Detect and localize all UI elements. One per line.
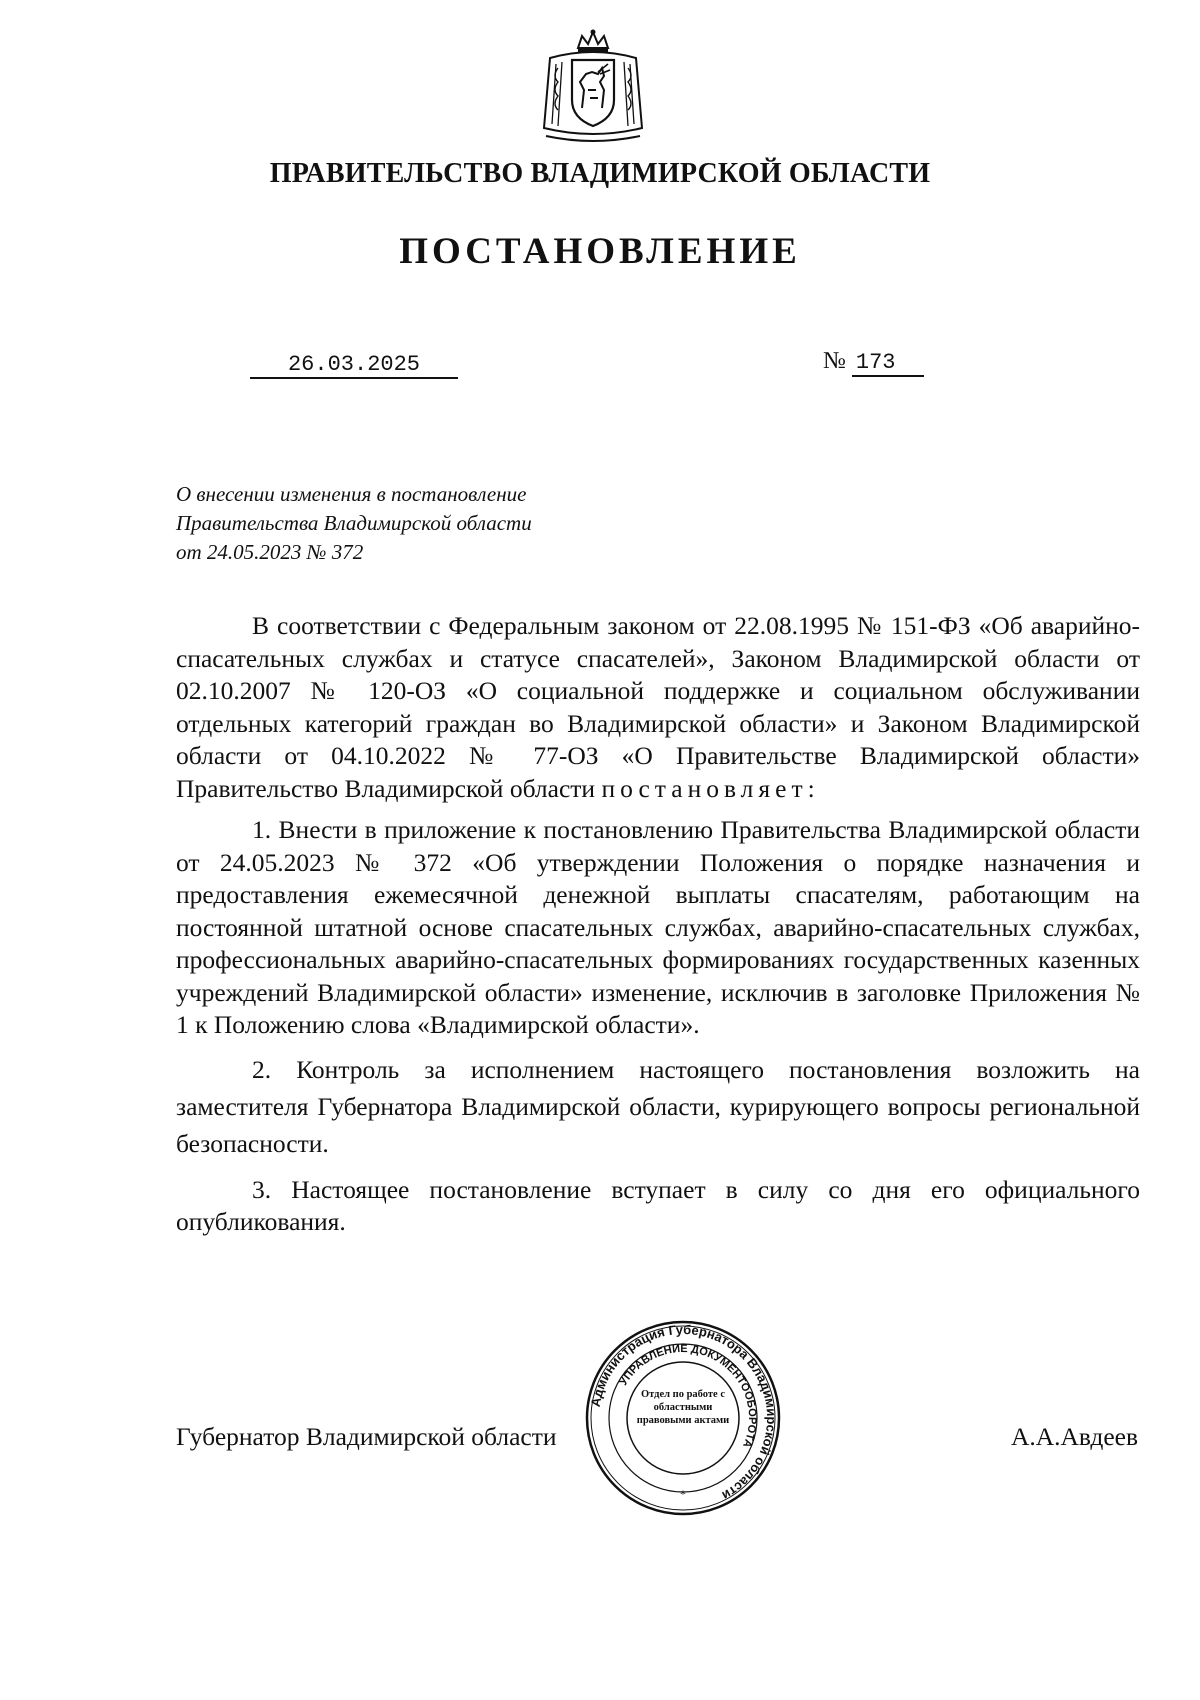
resolves-word: постановляет: bbox=[601, 773, 820, 803]
item-1-paragraph: 1. Внести в приложение к постановлению Правительства Владимирской области от 24.05.2023 № 372 «Об утверждении Положения о порядке назначения и предоставления ежемесячной денежной выплаты спасателям, работающим на постоянной штатной основе спасательных службах, аварийно-спасательных службах, профессиональных аварийно-спасательных формированиях государственных казенных учреждений Владимирской области» изменение, исключив в заголовке Приложения № 1 к Положению слова «Владимирской области». bbox=[176, 815, 1140, 1039]
document-subject bbox=[176, 480, 696, 567]
document-type-title: ПОСТАНОВЛЕНИЕ bbox=[399, 231, 801, 272]
stamp-inner-ring-text: УПРАВЛЕНИЕ ДОКУМЕНТООБОРОТА bbox=[617, 1342, 759, 1450]
stamp-outer-ring-text: Администрация Губернатора Владимирской области bbox=[587, 1321, 780, 1504]
document-date-field bbox=[250, 352, 458, 379]
item-2-paragraph: 2. Контроль за исполнением настоящего постановления возложить на заместителя Губернатора Владимирской области, курирующего вопросы региональной безопасности. bbox=[176, 1054, 1140, 1158]
subject-line: О внесении изменения в постановление bbox=[176, 482, 527, 506]
subject-line: Правительства Владимирской области bbox=[176, 511, 532, 535]
document-date: 26.03.2025 bbox=[287, 352, 421, 377]
signatory-name: А.А.Авдеев bbox=[1010, 1422, 1138, 1451]
stamp-star-icon: * bbox=[680, 1487, 686, 1501]
stamp-center-text: Отдел по работе с областными правовыми актами bbox=[636, 1389, 730, 1426]
preamble-text: В соответствии с Федеральным законом от 22.08.1995 № 151-ФЗ «Об аварийно-спасательных службах и статусе спасателей», Законом Владимирской области от 02.10.2007 № 120-ОЗ «О социальной поддержке и социальном обслуживании отдельных категорий граждан во Владимирской области» и Законом Владимирской области от 04.10.2022 № 77-ОЗ «О Правительстве Владимирской области» Правительство Владимирской области bbox=[176, 611, 1140, 803]
number-sign: № bbox=[823, 348, 846, 374]
document-body bbox=[176, 610, 1140, 1248]
signatory-position: Губернатор Владимирской области bbox=[176, 1422, 557, 1451]
document-number-field bbox=[823, 348, 924, 377]
organization-title: ПРАВИТЕЛЬСТВО ВЛАДИМИРСКОЙ ОБЛАСТИ bbox=[269, 158, 931, 189]
preamble-paragraph bbox=[176, 610, 1140, 805]
official-stamp bbox=[583, 1318, 783, 1518]
coat-of-arms-emblem bbox=[538, 28, 648, 143]
subject-line: от 24.05.2023 № 372 bbox=[176, 540, 364, 564]
document-number: 173 bbox=[852, 350, 924, 377]
item-3-paragraph: 3. Настоящее постановление вступает в силу со дня его официального опубликования. bbox=[176, 1174, 1140, 1236]
